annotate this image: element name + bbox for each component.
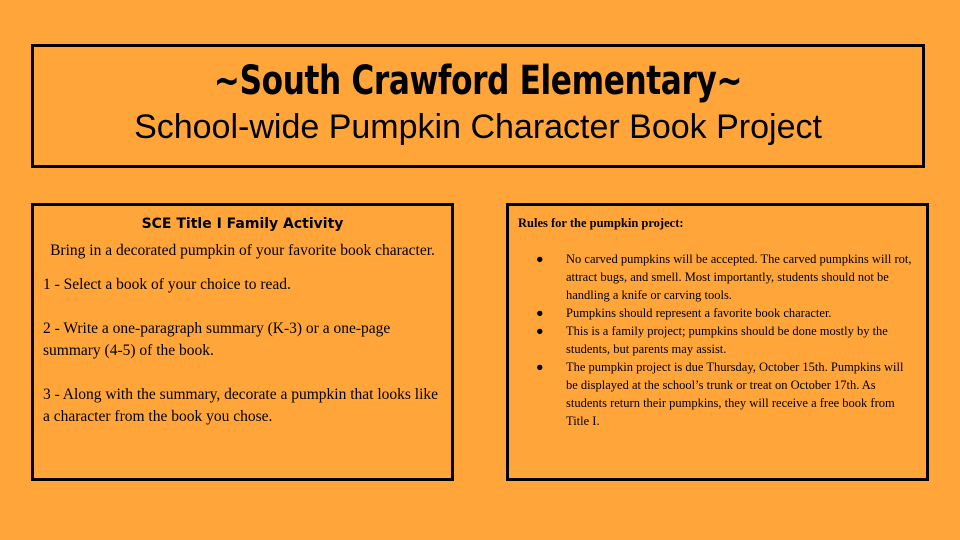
rule-item	[518, 304, 917, 322]
rule-text: No carved pumpkins will be accepted. The carved pumpkins will rot, attract bugs, and smell. Most importantly, students should not be handling a knife or carving tools.	[566, 252, 912, 302]
rule-item	[518, 358, 917, 430]
family-activity-intro: Bring in a decorated pumpkin of your favorite book character.	[50, 242, 435, 259]
step-3: 3 - Along with the summary, decorate a pumpkin that looks like a character from the book you chose.	[43, 386, 439, 425]
rule-item	[518, 322, 917, 358]
rules-heading: Rules for the pumpkin project:	[518, 216, 684, 230]
bullet-icon: ●	[536, 360, 544, 374]
bullet-icon: ●	[536, 306, 544, 320]
step-2: 2 - Write a one-paragraph summary (K-3) or a one-page summary (4-5) of the book.	[43, 320, 391, 359]
rules-list	[518, 250, 917, 430]
family-activity-panel	[31, 203, 454, 481]
page-subtitle: School-wide Pumpkin Character Book Project	[134, 108, 822, 146]
bullet-icon: ●	[536, 252, 544, 266]
rules-panel	[506, 203, 929, 481]
bullet-icon: ●	[536, 324, 544, 338]
page-title: ~South Crawford Elementary~	[213, 58, 743, 104]
rule-text: Pumpkins should represent a favorite book character.	[566, 306, 832, 320]
rule-text: This is a family project; pumpkins should be done mostly by the students, but parents may assist.	[566, 324, 888, 356]
rule-item	[518, 250, 917, 304]
step-1: 1 - Select a book of your choice to read.	[43, 276, 291, 293]
title-box	[31, 44, 925, 168]
family-activity-heading: SCE Title I Family Activity	[141, 216, 344, 232]
rule-text: The pumpkin project is due Thursday, October 15th. Pumpkins will be displayed at the school’s trunk or treat on October 17th. As students return their pumpkins, they will receive a free book from Title I.	[566, 360, 904, 428]
